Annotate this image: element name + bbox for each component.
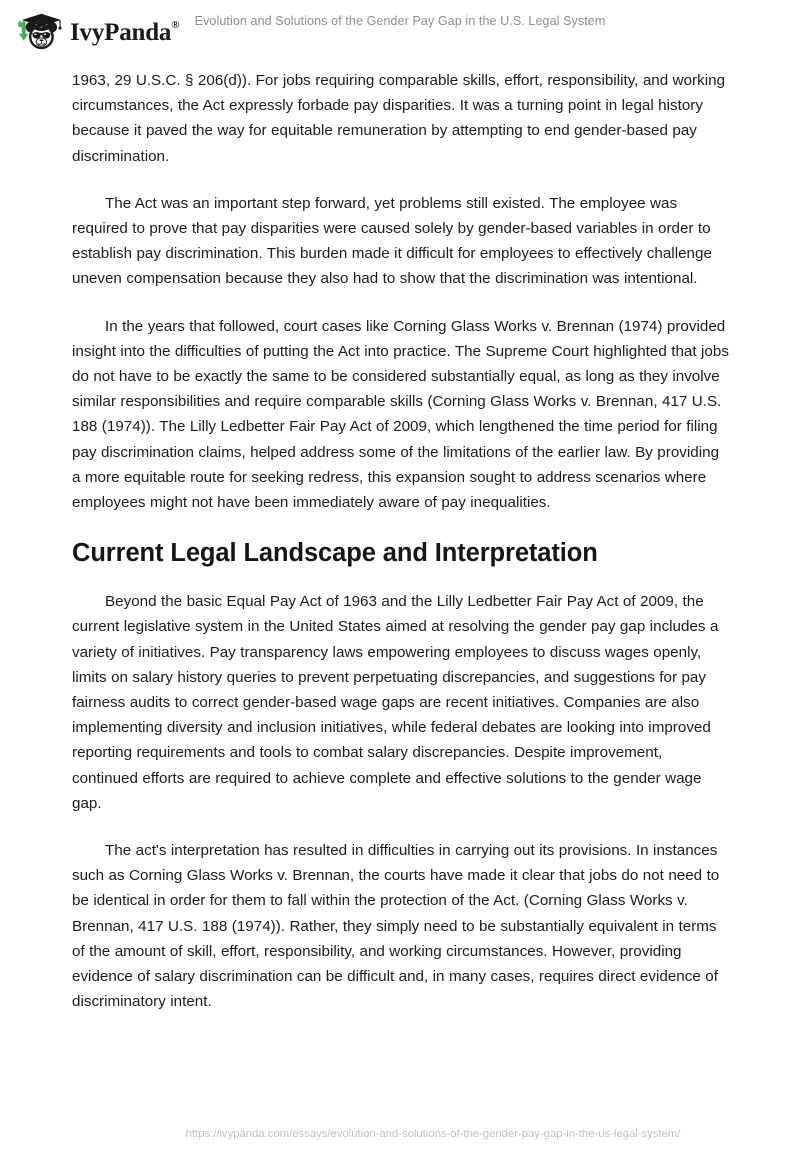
document-body <box>72 68 729 1037</box>
source-url[interactable]: https://ivypanda.com/essays/evolution-and-solutions-of-the-gender-pay-gap-in-the-us-legal-system/ <box>185 1128 681 1140</box>
brand-name-text: IvyPanda <box>70 18 172 46</box>
page-footer <box>0 1124 800 1142</box>
paragraph-4: Beyond the basic Equal Pay Act of 1963 and the Lilly Ledbetter Fair Pay Act of 2009, the current legislative system in the United States aimed at resolving the gender pay gap includes a variety of initiatives. Pay transparency laws empowering employees to discuss wages openly, limits on salary history queries to prevent perpetuating discrepancies, and suggestions for pay fairness audits to correct gender-based wage gaps are recent initiatives. Companies are also implementing diversity and inclusion initiatives, while federal debates are looking into improved reporting requirements and tools to combat salary discrepancies. Despite improvement, continued efforts are required to achieve complete and effective solutions to the gender wage gap. <box>72 593 719 812</box>
document-title-header: Evolution and Solutions of the Gender Pay Gap in the U.S. Legal System <box>194 14 606 28</box>
paragraph-1: 1963, 29 U.S.C. § 206(d)). For jobs requiring comparable skills, effort, responsibility, and working circumstances, the Act expressly forbade pay disparities. It was a turning point in legal history because it paved the way for equitable remuneration by attempting to end gender-based pay discrimination. <box>72 72 726 165</box>
registered-mark: ® <box>171 19 180 32</box>
paragraph-3: In the years that followed, court cases like Corning Glass Works v. Brennan (1974) provided insight into the difficulties of putting the Act into practice. The Supreme Court highlighted that jobs do not have to be exactly the same to be considered substantially equal, as long as they involve similar responsibilities and require comparable skills (Corning Glass Works v. Brennan, 417 U.S. 188 (1974)). The Lilly Ledbetter Fair Pay Act of 2009, which lengthened the time period for filing pay discrimination claims, helped address some of the limitations of the earlier law. By providing a more equitable route for seeking redress, this expansion sought to address scenarios where employees might not have been immediately aware of pay inequalities. <box>72 317 729 512</box>
page-header <box>0 0 800 62</box>
paragraph-2: The Act was an important step forward, yet problems still existed. The employee was required to prove that pay disparities were caused solely by gender-based variables in order to establish pay discrimination. This burden made it difficult for employees to effectively challenge uneven compensation because they also had to show that the discrimination was intentional. <box>72 194 712 288</box>
section-heading: Current Legal Landscape and Interpretation <box>72 539 598 568</box>
paragraph-5: The act's interpretation has resulted in difficulties in carrying out its provisions. In instances such as Corning Glass Works v. Brennan, the courts have made it clear that jobs do not need to be identical in order for them to fall within the protection of the Act. (Corning Glass Works v. Brennan, 417 U.S. 188 (1974)). Rather, they simply need to be substantially equivalent in terms of the amount of skill, effort, responsibility, and working circumstances. However, providing evidence of salary discrimination can be difficult and, in many cases, requires direct evidence of discriminatory intent. <box>72 842 720 1011</box>
